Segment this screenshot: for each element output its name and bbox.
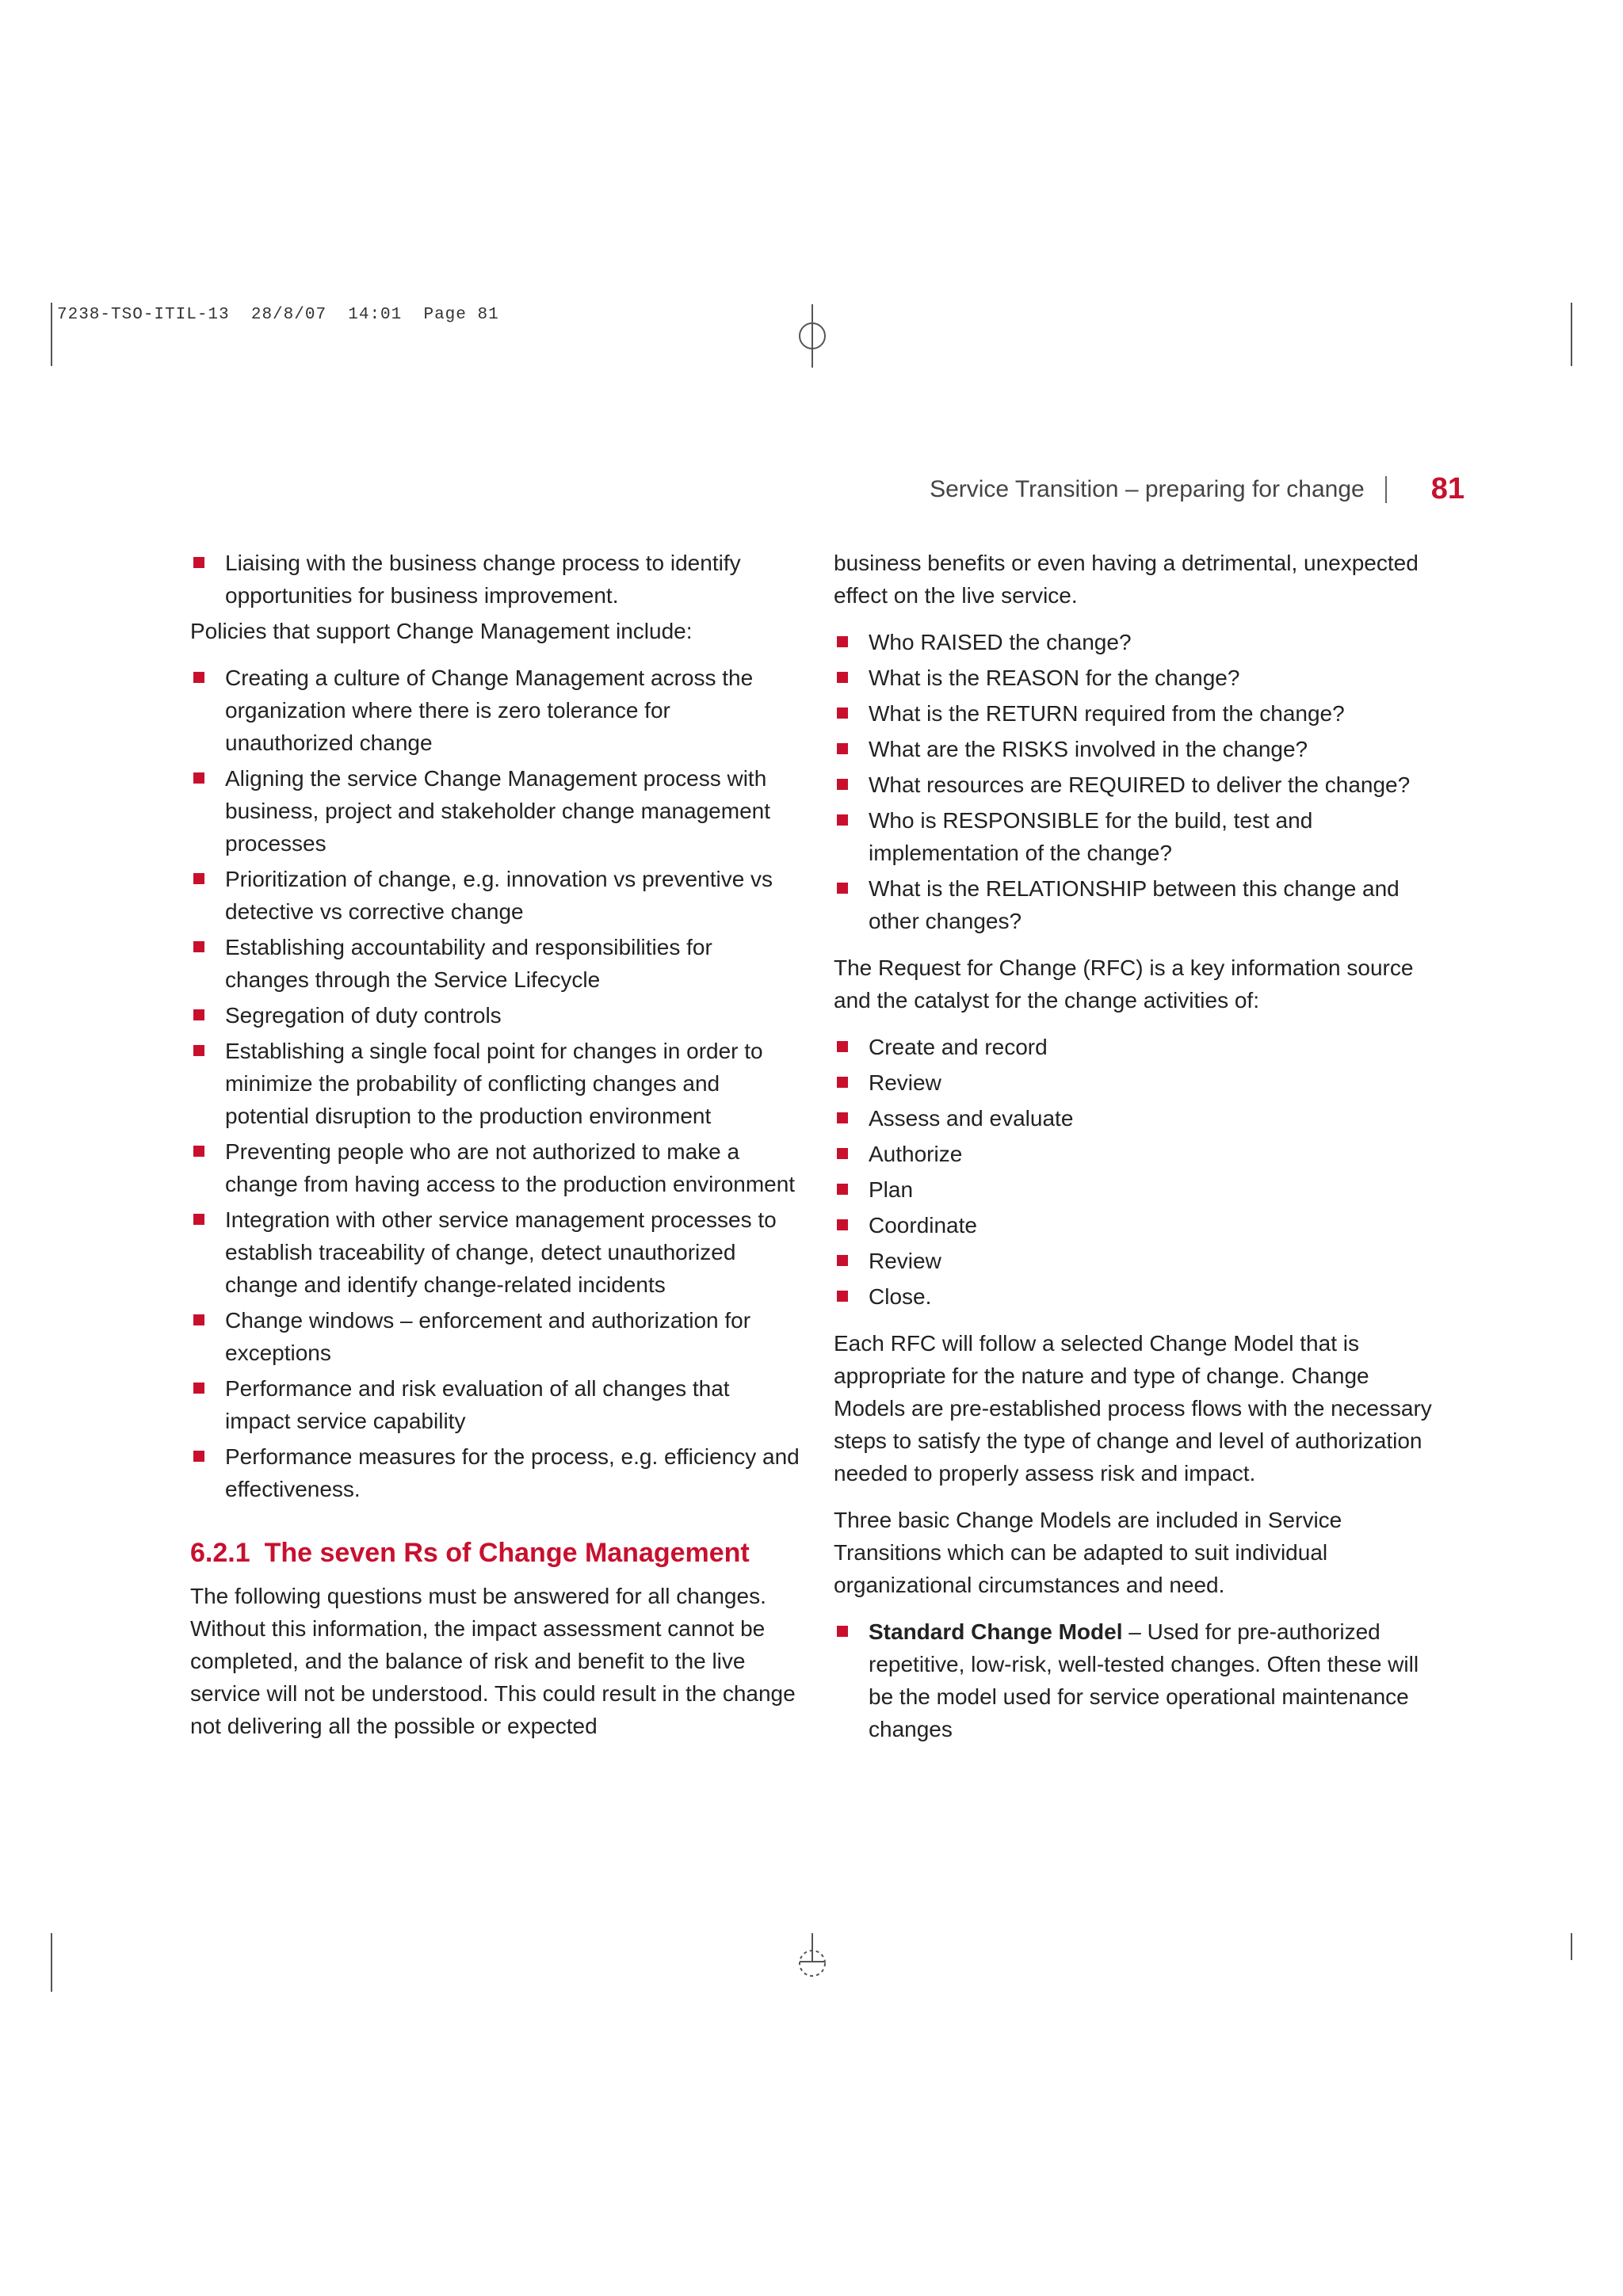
bullet-icon — [193, 1383, 204, 1394]
list-item: Who RAISED the change? — [834, 626, 1445, 658]
registration-mark-bottom — [796, 1933, 828, 1989]
left-column — [190, 547, 800, 1756]
bullet-icon — [837, 1255, 848, 1266]
registration-mark-top — [796, 304, 828, 368]
crop-mark-top-left — [51, 303, 52, 366]
list-item: Prioritization of change, e.g. innovation vs preventive vs detective vs corrective change — [190, 863, 800, 928]
list-item: Aligning the service Change Management process with business, project and stakeholder change management processes — [190, 762, 800, 860]
list-item: Integration with other service management processes to establish traceability of change, detect unauthorized change and identify change-related incidents — [190, 1203, 800, 1301]
seven-rs-list — [834, 626, 1445, 937]
list-item: Coordinate — [834, 1209, 1445, 1241]
list-item: Performance and risk evaluation of all changes that impact service capability — [190, 1372, 800, 1437]
bullet-icon — [193, 941, 204, 952]
running-head-separator — [1385, 476, 1387, 503]
policies-list — [190, 662, 800, 1505]
crop-mark-bottom-right — [1571, 1933, 1572, 1960]
basic-models-paragraph: Three basic Change Models are included in Service Transitions which can be adapted to suit individual organizational circumstances and need. — [834, 1508, 1342, 1597]
bullet-icon — [193, 1146, 204, 1157]
list-item: Creating a culture of Change Management across the organization where there is zero tolerance for unauthorized change — [190, 662, 800, 759]
bullet-icon — [837, 779, 848, 790]
bullet-icon — [193, 672, 204, 683]
policies-intro: Policies that support Change Management include: — [190, 619, 693, 643]
bullet-icon — [837, 814, 848, 826]
bullet-icon — [193, 1009, 204, 1020]
list-item: What are the RISKS involved in the change? — [834, 733, 1445, 765]
list-item: What is the REASON for the change? — [834, 662, 1445, 694]
bullet-icon — [193, 1045, 204, 1056]
bullet-icon — [837, 1148, 848, 1159]
section-heading — [190, 1535, 800, 1570]
bullet-icon — [837, 1626, 848, 1637]
list-item: Segregation of duty controls — [190, 999, 800, 1032]
bullet-icon — [193, 1451, 204, 1462]
list-item — [834, 1615, 1445, 1745]
list-item: Authorize — [834, 1138, 1445, 1170]
bullet-icon — [193, 1314, 204, 1325]
change-model-paragraph: Each RFC will follow a selected Change Model that is appropriate for the nature and type of change. Change Models are pre-established process flows with the necessary steps to satisfy the type of change and level of authorization needed to properly assess risk and impact. — [834, 1331, 1432, 1486]
bullet-icon — [193, 1214, 204, 1225]
list-item: Create and record — [834, 1031, 1445, 1063]
bullet-icon — [837, 1219, 848, 1230]
bullet-icon — [837, 883, 848, 894]
crop-mark-top-right — [1571, 303, 1572, 366]
list-item: Review — [834, 1066, 1445, 1099]
bullet-icon — [193, 873, 204, 884]
continuation-paragraph: business benefits or even having a detrimental, unexpected effect on the live service. — [834, 551, 1419, 608]
intro-bullet-list — [190, 547, 800, 612]
running-head-title: Service Transition – preparing for change — [930, 475, 1365, 502]
bullet-icon — [837, 707, 848, 719]
list-item: Plan — [834, 1173, 1445, 1206]
bullet-icon — [837, 1184, 848, 1195]
list-item: Liaising with the business change process to identify opportunities for business improvement. — [190, 547, 800, 612]
list-item: What is the RELATIONSHIP between this change and other changes? — [834, 872, 1445, 937]
model-name: Standard Change Model — [869, 1619, 1123, 1644]
bullet-icon — [837, 1077, 848, 1088]
list-item: Preventing people who are not authorized to make a change from having access to the production environment — [190, 1135, 800, 1200]
running-head — [930, 472, 1465, 506]
section-title: The seven Rs of Change Management — [264, 1538, 750, 1568]
rfc-paragraph: The Request for Change (RFC) is a key information source and the catalyst for the change activities of: — [834, 955, 1414, 1013]
print-slug: 7238-TSO-ITIL-13 28/8/07 14:01 Page 81 — [57, 306, 499, 324]
bullet-icon — [193, 557, 204, 568]
bullet-icon — [837, 1041, 848, 1052]
bullet-icon — [837, 672, 848, 683]
list-item: Assess and evaluate — [834, 1102, 1445, 1135]
bullet-icon — [837, 743, 848, 754]
model-description: – Used for pre-authorized repetitive, low-risk, well-tested changes. Often these will be the model used for service operational maintenance changes — [869, 1619, 1419, 1741]
activities-list — [834, 1031, 1445, 1313]
list-item: What is the RETURN required from the change? — [834, 697, 1445, 730]
bullet-icon — [837, 636, 848, 647]
list-item: Establishing a single focal point for changes in order to minimize the probability of conflicting changes and potential disruption to the production environment — [190, 1035, 800, 1132]
bullet-icon — [193, 772, 204, 784]
list-item: Close. — [834, 1280, 1445, 1313]
right-column — [834, 547, 1445, 1760]
list-item: Establishing accountability and responsibilities for changes through the Service Lifecycle — [190, 931, 800, 996]
list-item: Change windows – enforcement and authorization for exceptions — [190, 1304, 800, 1369]
list-item: What resources are REQUIRED to deliver the change? — [834, 769, 1445, 801]
bullet-icon — [837, 1291, 848, 1302]
list-item: Performance measures for the process, e.g. efficiency and effectiveness. — [190, 1440, 800, 1505]
models-list — [834, 1615, 1445, 1745]
bullet-icon — [837, 1112, 848, 1123]
section-number: 6.2.1 — [190, 1538, 250, 1568]
page-number: 81 — [1430, 472, 1465, 505]
list-item: Review — [834, 1245, 1445, 1277]
crop-mark-bottom-left — [51, 1933, 52, 1992]
section-paragraph: The following questions must be answered for all changes. Without this information, the impact assessment cannot be completed, and the balance of risk and benefit to the live service will not be understood. This could result in the change not delivering all the possible or expected — [190, 1584, 796, 1738]
list-item: Who is RESPONSIBLE for the build, test and implementation of the change? — [834, 804, 1445, 869]
